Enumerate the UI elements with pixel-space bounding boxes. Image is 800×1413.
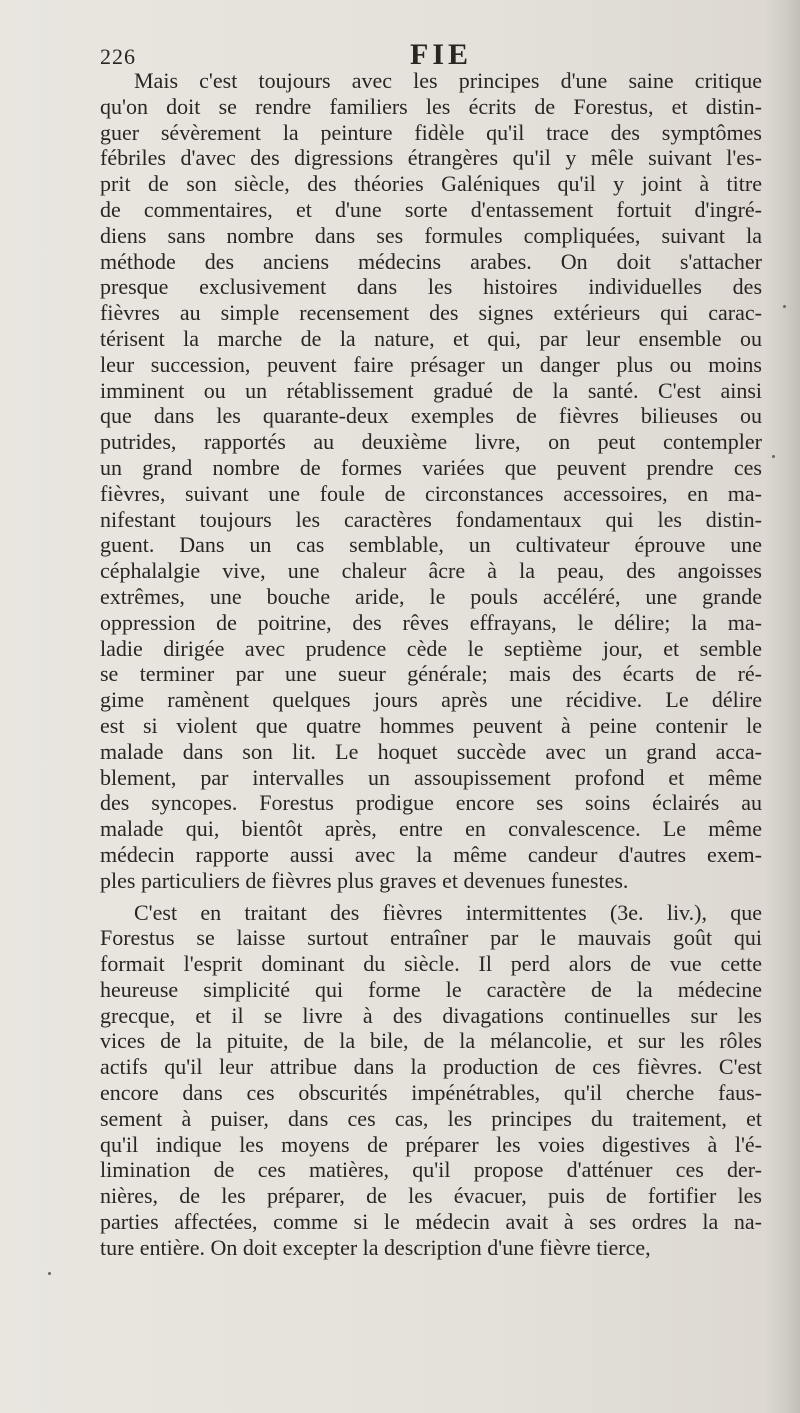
text-line: malade qui, bientôt après, entre en convalescence. Le même — [100, 816, 762, 842]
text-line: est si violent que quatre hommes peuvent à peine contenir le — [100, 712, 762, 738]
paper-speck — [783, 305, 786, 308]
paragraph — [100, 900, 762, 1261]
text-line: nifestant toujours les caractères fondamentaux qui les distin- — [100, 506, 762, 532]
text-line: fièvres, suivant une foule de circonstances accessoires, en ma- — [100, 480, 762, 506]
text-line: Mais c'est toujours avec les principes d'une saine critique — [134, 68, 762, 93]
running-head: FIE — [410, 38, 473, 71]
text-line: qu'on doit se rendre familiers les écrits de Forestus, et distin- — [100, 93, 762, 119]
page-edge-shadow — [764, 0, 800, 1413]
text-line: céphalalgie vive, une chaleur âcre à la peau, des angoisses — [100, 558, 762, 584]
text-line: un grand nombre de formes variées que peuvent prendre ces — [100, 454, 762, 480]
text-line: prit de son siècle, des théories Galéniques qu'il y joint à titre — [100, 171, 762, 197]
text-line: de commentaires, et d'une sorte d'entassement fortuit d'ingré- — [100, 196, 762, 222]
text-line: fièvres au simple recensement des signes extérieurs qui carac- — [100, 300, 762, 326]
text-line: imminent ou un rétablissement gradué de la santé. C'est ainsi — [100, 377, 762, 403]
text-line: qu'il indique les moyens de préparer les voies digestives à l'é- — [100, 1131, 762, 1157]
text-line: que dans les quarante-deux exemples de fièvres bilieuses ou — [100, 403, 762, 429]
text-line: ture entière. On doit excepter la description d'une fièvre tierce, — [100, 1234, 651, 1260]
text-line: oppression de poitrine, des rêves effrayans, le délire; la ma- — [100, 609, 762, 635]
body-text — [100, 68, 762, 1261]
text-line: térisent la marche de la nature, et qui, par leur ensemble ou — [100, 325, 762, 351]
text-line: sement à puiser, dans ces cas, les principes du traitement, et — [100, 1105, 762, 1131]
text-line: grecque, et il se livre à des divagations continuelles sur les — [100, 1002, 762, 1028]
text-line: Forestus se laisse surtout entraîner par le mauvais goût qui — [100, 925, 762, 951]
text-line: fébriles d'avec des digressions étrangères qu'il y mêle suivant l'es- — [100, 145, 762, 171]
text-line: heureuse simplicité qui forme le caractère de la médecine — [100, 976, 762, 1002]
text-line: gime ramènent quelques jours après une récidive. Le délire — [100, 687, 762, 713]
paragraph — [100, 68, 762, 894]
text-line: malade dans son lit. Le hoquet succède avec un grand acca- — [100, 738, 762, 764]
text-line: putrides, rapportés au deuxième livre, on peut contempler — [100, 429, 762, 455]
text-line: ples particuliers de fièvres plus graves et devenues funestes. — [100, 867, 629, 893]
text-line: blement, par intervalles un assoupissement profond et même — [100, 764, 762, 790]
text-line: guer sévèrement la peinture fidèle qu'il trace des symptômes — [100, 119, 762, 145]
text-line: se terminer par une sueur générale; mais des écarts de ré- — [100, 661, 762, 687]
text-line: C'est en traitant des fièvres intermittentes (3e. liv.), que — [134, 899, 762, 925]
text-line: ladie dirigée avec prudence cède le septième jour, et semble — [100, 635, 762, 661]
paper-speck — [772, 455, 775, 458]
text-line: parties affectées, comme si le médecin avait à ses ordres la na- — [100, 1209, 762, 1235]
text-line: limination de ces matières, qu'il propose d'atténuer ces der- — [100, 1157, 762, 1183]
text-line: nières, de les préparer, de les évacuer, puis de fortifier les — [100, 1183, 762, 1209]
page-number: 226 — [100, 44, 136, 69]
text-line: formait l'esprit dominant du siècle. Il perd alors de vue cette — [100, 951, 762, 977]
text-line: médecin rapporte aussi avec la même candeur d'autres exem- — [100, 841, 762, 867]
text-line: vices de la pituite, de la bile, de la mélancolie, et sur les rôles — [100, 1028, 762, 1054]
text-line: actifs qu'il leur attribue dans la production de ces fièvres. C'est — [100, 1054, 762, 1080]
text-line: méthode des anciens médecins arabes. On doit s'attacher — [100, 248, 762, 274]
text-line: diens sans nombre dans ses formules compliquées, suivant la — [100, 222, 762, 248]
text-line: presque exclusivement dans les histoires individuelles des — [100, 274, 762, 300]
text-line: des syncopes. Forestus prodigue encore ses soins éclairés au — [100, 790, 762, 816]
text-line: encore dans ces obscurités impénétrables, qu'il cherche faus- — [100, 1080, 762, 1106]
text-line: guent. Dans un cas semblable, un cultivateur éprouve une — [100, 532, 762, 558]
text-line: extrêmes, une bouche aride, le pouls accéléré, une grande — [100, 583, 762, 609]
paper-speck — [48, 1272, 51, 1275]
text-line: leur succession, peuvent faire présager un danger plus ou moins — [100, 351, 762, 377]
